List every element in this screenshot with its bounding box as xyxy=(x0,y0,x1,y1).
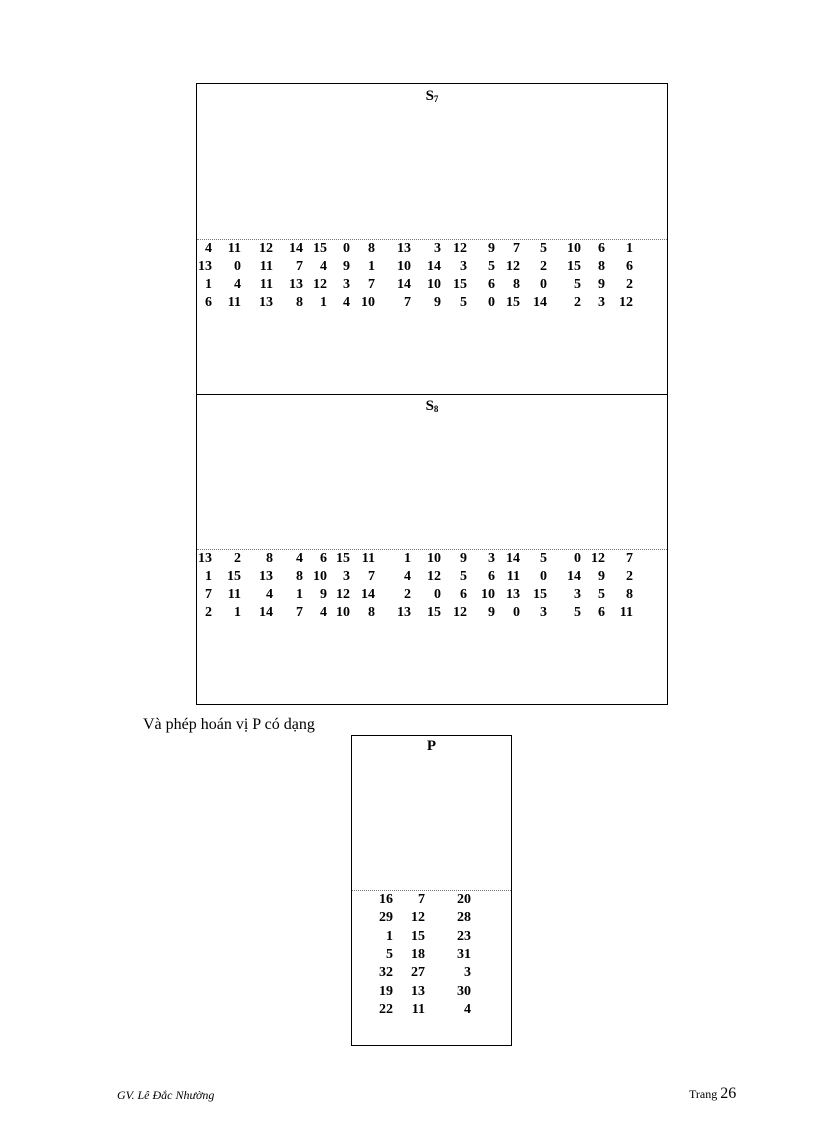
s8-cell: 1 xyxy=(234,605,241,620)
s7-cell: 0 xyxy=(343,241,350,256)
s7-cell: 11 xyxy=(227,241,241,256)
p-cell: 1 xyxy=(386,928,393,944)
s7-row xyxy=(197,276,667,294)
s7-cell: 2 xyxy=(574,295,581,310)
s7-cell: 7 xyxy=(404,295,411,310)
s8-cell: 9 xyxy=(460,551,467,566)
s7-cell: 8 xyxy=(368,241,375,256)
p-row xyxy=(352,964,511,982)
s7-cell: 3 xyxy=(434,241,441,256)
p-cell: 23 xyxy=(457,928,471,944)
s7-cell: 11 xyxy=(227,295,241,310)
s8-cell: 14 xyxy=(506,551,520,566)
s8-cell: 4 xyxy=(266,587,273,602)
s7-cell: 0 xyxy=(540,277,547,292)
s8-row xyxy=(197,550,667,568)
s7-cell: 15 xyxy=(453,277,467,292)
s8-cell: 15 xyxy=(227,569,241,584)
s8-cell: 7 xyxy=(205,587,212,602)
s8-cell: 6 xyxy=(460,587,467,602)
s7-cell: 6 xyxy=(626,259,633,274)
s8-cell: 2 xyxy=(626,569,633,584)
s8-cell: 6 xyxy=(488,569,495,584)
s8-cell: 9 xyxy=(488,605,495,620)
p-cell: 32 xyxy=(379,965,393,981)
s7-cell: 10 xyxy=(567,241,581,256)
s7-cell: 1 xyxy=(626,241,633,256)
s8-cell: 2 xyxy=(404,587,411,602)
s8-cell: 4 xyxy=(404,569,411,584)
p-cell: 3 xyxy=(464,965,471,981)
s8-row xyxy=(197,568,667,586)
s8-cell: 1 xyxy=(205,569,212,584)
p-row xyxy=(352,891,511,909)
s8-cell: 3 xyxy=(540,605,547,620)
s7-cell: 6 xyxy=(488,277,495,292)
s8-title: $S_8$ xyxy=(425,398,439,414)
s8-cell: 0 xyxy=(434,587,441,602)
s8-cell: 1 xyxy=(296,587,303,602)
s8-cell: 14 xyxy=(567,569,581,584)
s8-cell: 15 xyxy=(336,551,350,566)
p-title: P xyxy=(426,738,437,754)
s7-title: $S_7$ xyxy=(425,88,439,104)
s8-cell: 12 xyxy=(336,587,350,602)
s7-cell: 14 xyxy=(427,259,441,274)
s8-cell: 13 xyxy=(506,587,520,602)
s8-cell: 0 xyxy=(513,605,520,620)
s7-cell: 8 xyxy=(598,259,605,274)
p-cell: 28 xyxy=(457,910,471,926)
s8-cell: 4 xyxy=(320,605,327,620)
page-number: 26 xyxy=(720,1085,737,1102)
s7-cell: 0 xyxy=(488,295,495,310)
s7-cell: 5 xyxy=(574,277,581,292)
s8-row xyxy=(197,604,667,622)
p-row xyxy=(352,1001,511,1019)
s7-cell: 13 xyxy=(397,241,411,256)
s8-cell: 0 xyxy=(574,551,581,566)
s8-cell: 12 xyxy=(453,605,467,620)
s7-cell: 1 xyxy=(368,259,375,274)
p-cell: 29 xyxy=(379,910,393,926)
s8-cell: 5 xyxy=(574,605,581,620)
s7-cell: 5 xyxy=(488,259,495,274)
s8-cell: 4 xyxy=(296,551,303,566)
p-cell: 31 xyxy=(457,946,471,962)
p-cell: 20 xyxy=(457,892,471,907)
s8-cell: 11 xyxy=(506,569,520,584)
s7-cell: 12 xyxy=(506,259,520,274)
s7-cell: 7 xyxy=(513,241,520,256)
s8-cell: 6 xyxy=(598,605,605,620)
s8-cell: 13 xyxy=(397,605,411,620)
s8-cell: 15 xyxy=(427,605,441,620)
s7-cell: 4 xyxy=(234,277,241,292)
s8-cell: 8 xyxy=(368,605,375,620)
p-cell: 4 xyxy=(464,1001,471,1017)
s7-cell: 1 xyxy=(320,295,327,310)
s7-cell: 9 xyxy=(488,241,495,256)
s8-cell: 8 xyxy=(266,551,273,566)
s8-cell: 12 xyxy=(591,551,605,566)
s7-cell: 5 xyxy=(460,295,467,310)
p-cell: 5 xyxy=(386,946,393,962)
s7-cell: 7 xyxy=(368,277,375,292)
s7-cell: 13 xyxy=(259,295,273,310)
s8-cell: 7 xyxy=(626,551,633,566)
p-cell: 27 xyxy=(411,965,425,981)
p-cell: 16 xyxy=(379,892,393,907)
s8-cell: 11 xyxy=(227,587,241,602)
s7-cell: 10 xyxy=(427,277,441,292)
s8-cell: 10 xyxy=(313,569,327,584)
s8-cell: 2 xyxy=(234,551,241,566)
s7-cell: 10 xyxy=(361,295,375,310)
s7-cell: 14 xyxy=(289,241,303,256)
s8-cell: 3 xyxy=(343,569,350,584)
s8-cell: 3 xyxy=(488,551,495,566)
s7-cell: 11 xyxy=(259,277,273,292)
s8-cell: 5 xyxy=(598,587,605,602)
s7-cell: 6 xyxy=(205,295,212,310)
s8-cell: 13 xyxy=(259,569,273,584)
p-cell: 7 xyxy=(418,892,425,907)
s7-cell: 4 xyxy=(205,241,212,256)
s7-cell: 4 xyxy=(320,259,327,274)
s7-cell: 2 xyxy=(540,259,547,274)
s8-cell: 8 xyxy=(296,569,303,584)
s7-cell: 0 xyxy=(234,259,241,274)
p-cell: 19 xyxy=(379,983,393,999)
s7-cell: 13 xyxy=(289,277,303,292)
s7-cell: 1 xyxy=(205,277,212,292)
s8-cell: 5 xyxy=(460,569,467,584)
s8-row xyxy=(197,586,667,604)
s8-cell: 14 xyxy=(259,605,273,620)
s7-cell: 15 xyxy=(567,259,581,274)
s8-cell: 8 xyxy=(626,587,633,602)
s7-cell: 10 xyxy=(397,259,411,274)
s7-cell: 7 xyxy=(296,259,303,274)
s8-cell: 10 xyxy=(336,605,350,620)
p-cell: 11 xyxy=(411,1001,425,1017)
s8-cell: 11 xyxy=(361,551,375,566)
s7-cell: 15 xyxy=(506,295,520,310)
p-cell: 13 xyxy=(411,983,425,999)
s8-cell: 10 xyxy=(427,551,441,566)
permutation-caption: Và phép hoán vị P có dạng xyxy=(143,716,315,733)
s7-cell: 8 xyxy=(296,295,303,310)
s7-cell: 12 xyxy=(259,241,273,256)
s8-cell: 0 xyxy=(540,569,547,584)
s8-cell: 3 xyxy=(574,587,581,602)
s8-cell: 15 xyxy=(533,587,547,602)
footer-page xyxy=(689,1085,736,1103)
footer-author: GV. Lê Đắc Nhường xyxy=(117,1088,215,1102)
p-table xyxy=(351,735,512,1046)
s8-cell: 6 xyxy=(320,551,327,566)
s8-cell: 10 xyxy=(481,587,495,602)
p-cell: 12 xyxy=(411,910,425,926)
page-label: Trang xyxy=(689,1087,718,1101)
p-cell: 18 xyxy=(411,946,425,962)
s7-cell: 12 xyxy=(313,277,327,292)
s7-cell: 8 xyxy=(513,277,520,292)
p-cell: 15 xyxy=(411,928,425,944)
s7-cell: 13 xyxy=(198,259,212,274)
s7-row xyxy=(197,258,667,276)
s7-cell: 5 xyxy=(540,241,547,256)
s7-cell: 9 xyxy=(343,259,350,274)
s8-cell: 2 xyxy=(205,605,212,620)
p-row xyxy=(352,983,511,1001)
s8-cell: 9 xyxy=(320,587,327,602)
s7-row xyxy=(197,294,667,312)
p-row xyxy=(352,928,511,946)
s7-cell: 9 xyxy=(598,277,605,292)
s8-cell: 1 xyxy=(404,551,411,566)
s8-cell: 12 xyxy=(427,569,441,584)
p-cell: 22 xyxy=(379,1001,393,1017)
s7-cell: 15 xyxy=(313,241,327,256)
s8-cell: 7 xyxy=(296,605,303,620)
s8-top-border xyxy=(197,394,667,395)
s7-cell: 3 xyxy=(598,295,605,310)
s7-cell: 11 xyxy=(259,259,273,274)
s7-cell: 4 xyxy=(343,295,350,310)
s8-cell: 7 xyxy=(368,569,375,584)
p-row xyxy=(352,946,511,964)
s7-cell: 12 xyxy=(453,241,467,256)
s7-cell: 12 xyxy=(619,295,633,310)
s7-cell: 14 xyxy=(533,295,547,310)
s8-cell: 11 xyxy=(619,605,633,620)
s8-cell: 9 xyxy=(598,569,605,584)
s7-cell: 2 xyxy=(626,277,633,292)
s7-cell: 14 xyxy=(397,277,411,292)
s8-cell: 13 xyxy=(198,551,212,566)
s-box-table xyxy=(196,83,668,705)
s7-row xyxy=(197,240,667,258)
p-cell: 30 xyxy=(457,983,471,999)
s7-cell: 6 xyxy=(598,241,605,256)
s7-cell: 3 xyxy=(343,277,350,292)
s8-cell: 14 xyxy=(361,587,375,602)
s7-cell: 3 xyxy=(460,259,467,274)
s8-cell: 5 xyxy=(540,551,547,566)
s7-cell: 9 xyxy=(434,295,441,310)
p-row xyxy=(352,909,511,927)
